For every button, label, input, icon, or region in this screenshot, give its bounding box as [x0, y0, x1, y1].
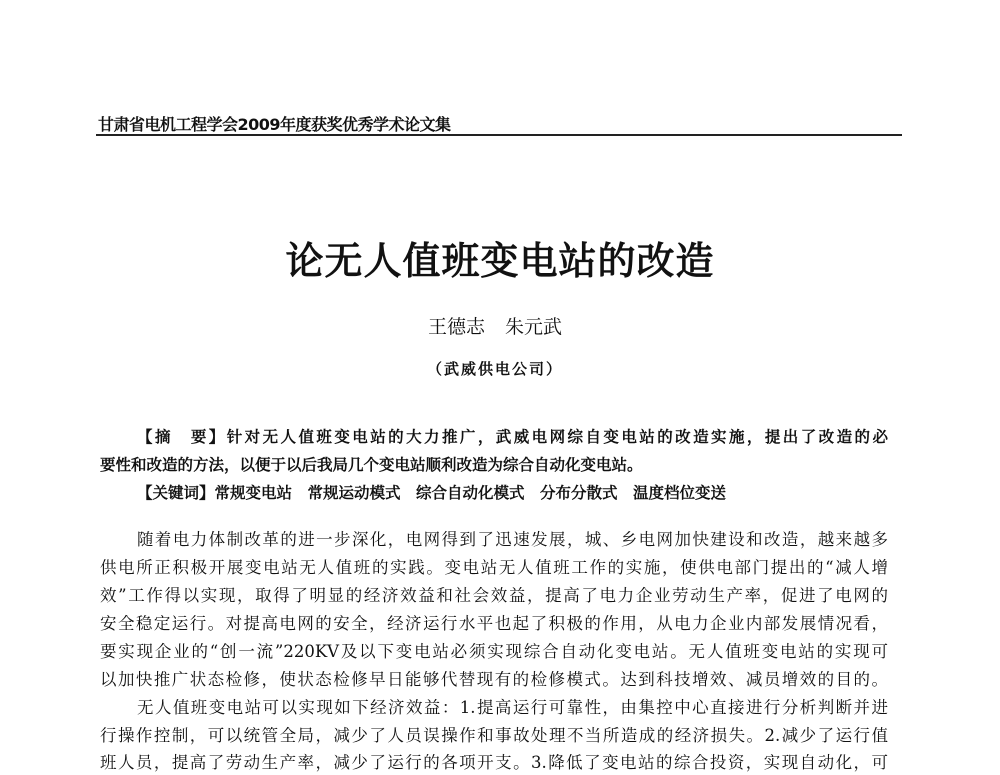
header-rule: [96, 134, 902, 136]
body-line: 班人员，提高了劳动生产率，减少了运行的各项开支。3.降低了变电站的综合投资，实现自动化，可: [100, 753, 888, 772]
body-line: 供电所正积极开展变电站无人值班的实践。变电站无人值班工作的实施，使供电部门提出的“减人增: [100, 558, 888, 577]
body-line: 以加快推广状态检修，使状态检修早日能够代替现有的检修模式。达到科技增效、减员增效的目的。: [100, 670, 888, 689]
body-line: 无人值班变电站可以实现如下经济效益：1.提高运行可靠性，由集控中心直接进行分析判断并进: [137, 698, 888, 717]
paper-title: 论无人值班变电站的改造: [285, 238, 715, 283]
author: 王德志: [427, 316, 485, 338]
body-line: 安全稳定运行。对提高电网的安全，经济运行水平也起了积极的作用，从电力企业内部发展情况看，: [100, 614, 888, 633]
body-line: 效”工作得以实现，取得了明显的经济效益和社会效益，提高了电力企业劳动生产率，促进了电网的: [100, 586, 888, 605]
authors: [0, 312, 990, 339]
author: 朱元武: [505, 316, 563, 338]
running-header: 甘肃省电机工程学会2009年度获奖优秀学术论文集: [98, 115, 451, 134]
keywords: 【关键词】常规变电站 常规运动模式 综合自动化模式 分布分散式 温度档位变送: [137, 483, 727, 502]
body-line: 行操作控制，可以统管全局，减少了人员误操作和事故处理不当所造成的经济损失。2.减少了运行值: [100, 726, 888, 745]
body-line: 要实现企业的“创一流”220KV及以下变电站必须实现综合自动化变电站。无人值班变电站的实现可: [100, 642, 888, 661]
abstract-line: 要性和改造的方法，以便于以后我局几个变电站顺利改造为综合自动化变电站。: [100, 455, 643, 474]
affiliation: （武威供电公司）: [426, 360, 563, 378]
abstract-line: 【摘 要】针对无人值班变电站的大力推广，武威电网综自变电站的改造实施，提出了改造的必: [137, 427, 888, 446]
body-line: 随着电力体制改革的进一步深化，电网得到了迅速发展，城、乡电网加快建设和改造，越来越多: [137, 530, 888, 549]
